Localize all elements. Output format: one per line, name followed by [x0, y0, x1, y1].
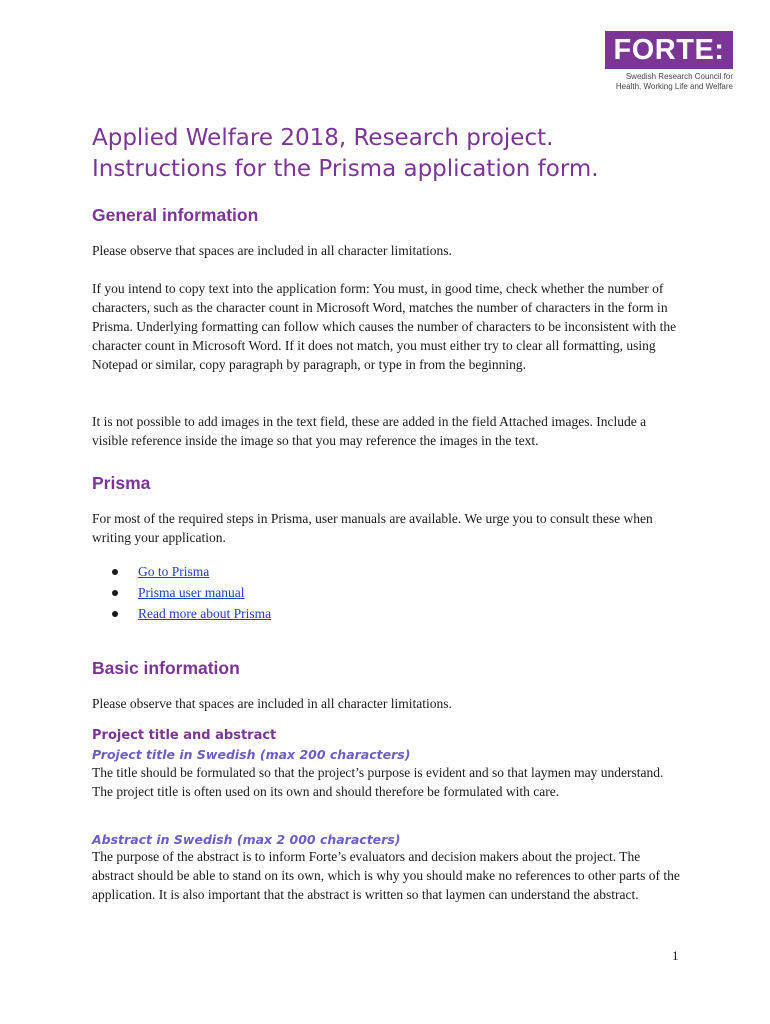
abstract-label: Abstract in Swedish (max 2 000 characters) — [92, 832, 401, 847]
forte-logo — [605, 31, 733, 92]
link-go-to-prisma[interactable]: Go to Prisma — [138, 564, 210, 579]
prisma-paragraph: For most of the required steps in Prisma, user manuals are available. We urge you to consult these when writing your application. — [92, 511, 653, 545]
project-title-abstract-heading: Project title and abstract — [92, 728, 277, 743]
list-item — [112, 603, 271, 624]
page-title-line1: Applied Welfare 2018, Research project. — [92, 125, 554, 151]
page-title-line2: Instructions for the Prisma application form. — [92, 156, 599, 182]
list-item — [112, 582, 271, 603]
bullet-icon — [112, 611, 118, 617]
logo-tagline-line1: Swedish Research Council for — [625, 72, 733, 81]
basic-heading: Basic information — [92, 658, 240, 678]
link-read-more-prisma[interactable]: Read more about Prisma — [138, 606, 272, 621]
abstract-text: The purpose of the abstract is to inform Forte’s evaluators and decision makers about the project. The abstract should be able to stand on its own, which is why you should make no references to other parts of the application. It is also important that the abstract is written so that laymen can understand the abstract. — [92, 849, 680, 902]
project-title-text: The title should be formulated so that the project’s purpose is evident and so that laymen may understand. The project title is often used on its own and should therefore be formulated with care. — [92, 765, 664, 799]
page-number: 1 — [672, 948, 679, 963]
list-item — [112, 561, 271, 582]
logo-brand: FORTE: — [613, 33, 725, 66]
general-paragraph-1: Please observe that spaces are included in all character limitations. — [92, 243, 452, 258]
logo-tagline-line2: Health, Working Life and Welfare — [615, 82, 733, 91]
general-heading: General information — [92, 205, 259, 225]
logo-tagline — [605, 72, 733, 92]
general-paragraph-3: It is not possible to add images in the text field, these are added in the field Attached images. Include a visible reference inside the image so that you may reference the images in the text. — [92, 414, 647, 448]
prisma-heading: Prisma — [92, 473, 151, 493]
link-prisma-user-manual[interactable]: Prisma user manual — [138, 585, 245, 600]
project-title-label: Project title in Swedish (max 200 characters) — [92, 747, 411, 762]
logo-box — [605, 31, 733, 69]
basic-paragraph: Please observe that spaces are included in all character limitations. — [92, 696, 452, 711]
general-paragraph-2: If you intend to copy text into the application form: You must, in good time, check whether the number of characters, such as the character count in Microsoft Word, matches the number of characters in the form in Prisma. Underlying formatting can follow which causes the number of characters to be inconsistent with the character count in Microsoft Word. If it does not match, you must either try to clear all formatting, using Notepad or similar, copy paragraph by paragraph, or type in from the beginning. — [92, 281, 677, 372]
prisma-links-list — [112, 561, 271, 624]
bullet-icon — [112, 590, 118, 596]
bullet-icon — [112, 569, 118, 575]
page-title — [92, 123, 712, 185]
